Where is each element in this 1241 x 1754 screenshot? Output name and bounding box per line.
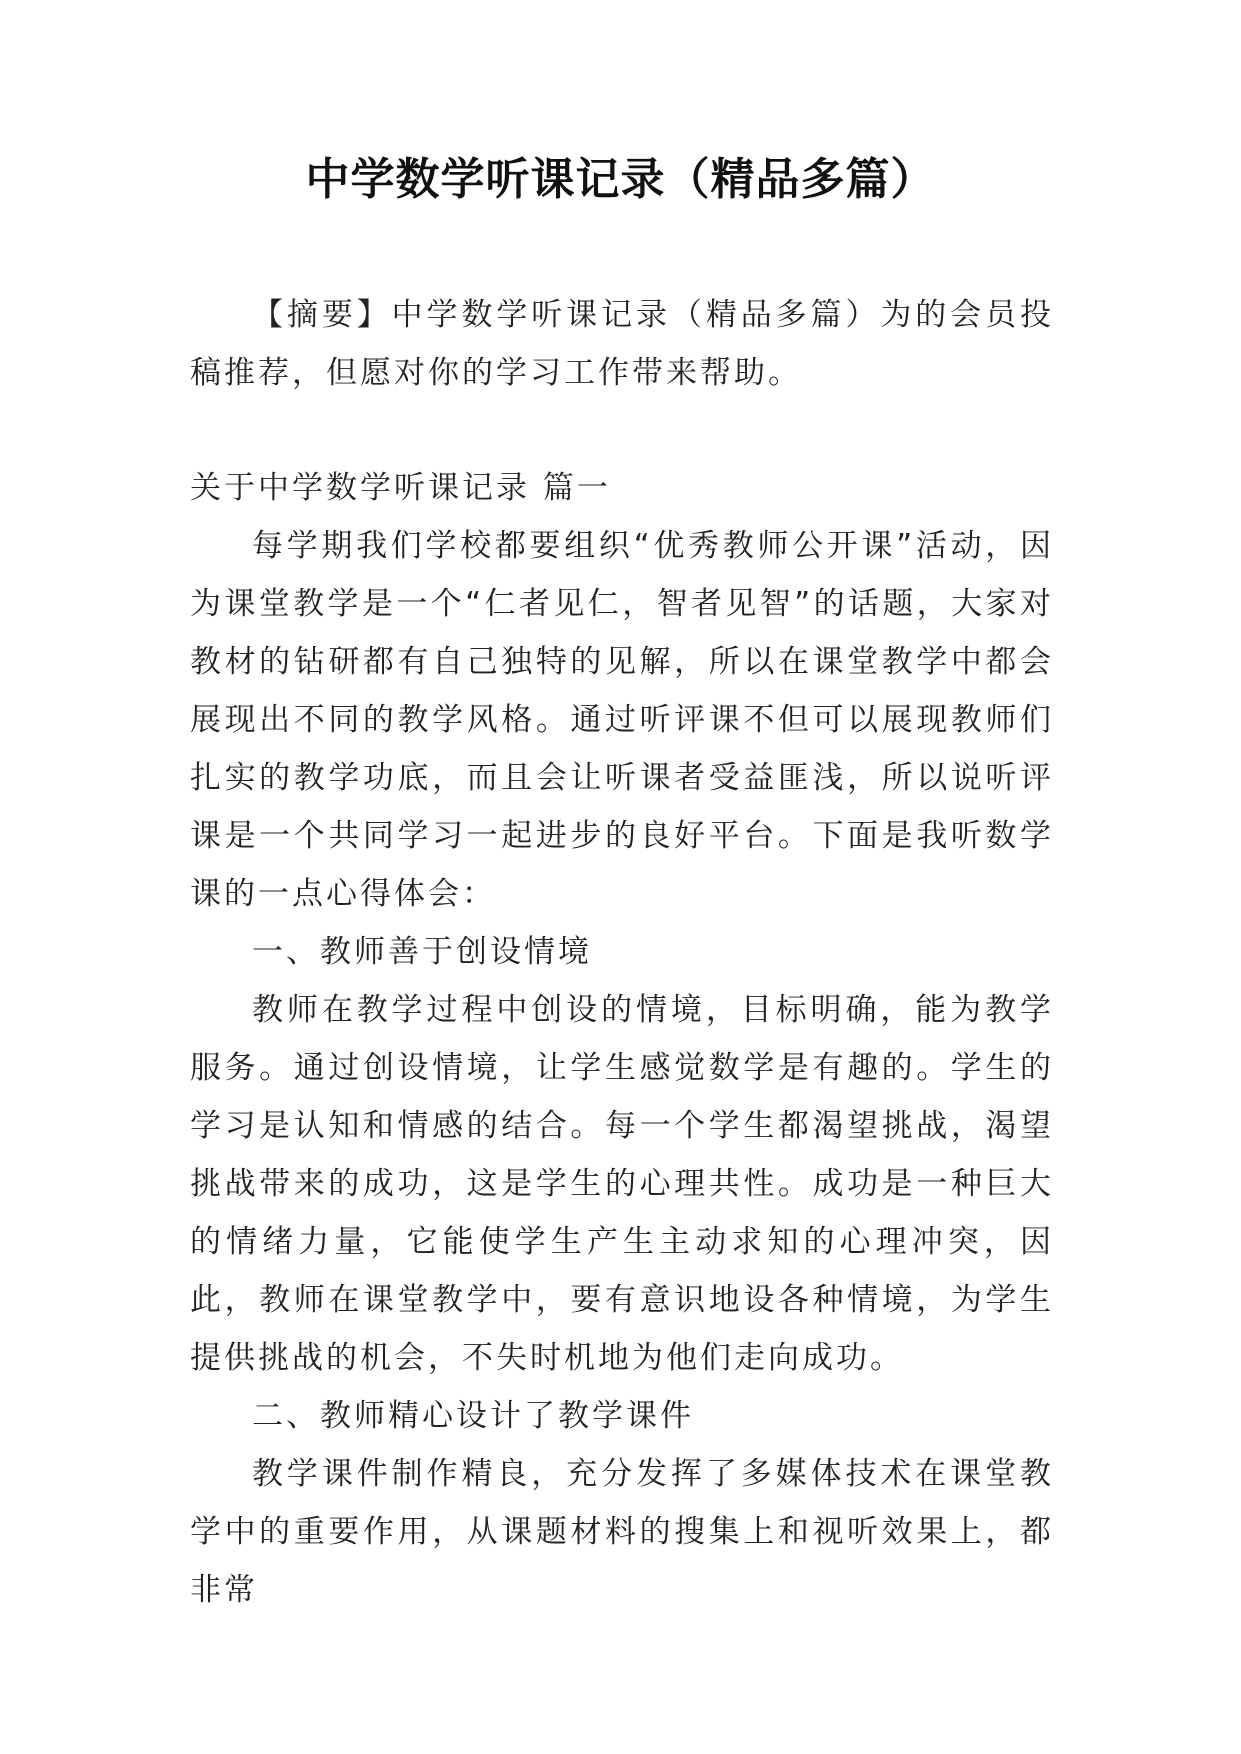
content-block	[190, 459, 1054, 1619]
paragraph: 每学期我们学校都要组织“优秀教师公开课”活动，因为课堂教学是一个“仁者见仁，智者见智”的话题，大家对教材的钻研都有自己独特的见解，所以在课堂教学中都会展现出不同的教学风格。通过听评课不但可以展现教师们扎实的教学功底，而且会让听课者受益匪浅，所以说听评课是一个共同学习一起进步的良好平台。下面是我听数学课的一点心得体会：	[190, 528, 1054, 912]
section-heading: 关于中学数学听课记录 篇一	[190, 470, 611, 506]
document-title: 中学数学听课记录（精品多篇）	[305, 154, 936, 205]
abstract-paragraph: 【摘要】中学数学听课记录（精品多篇）为的会员投稿推荐，但愿对你的学习工作带来帮助。	[190, 297, 1054, 391]
abstract-block	[190, 286, 1054, 402]
subheading: 一、教师善于创设情境	[252, 934, 592, 970]
subheading: 二、教师精心设计了教学课件	[252, 1398, 694, 1434]
paragraph: 教学课件制作精良，充分发挥了多媒体技术在课堂教学中的重要作用，从课题材料的搜集上和视听效果上，都非常	[190, 1456, 1054, 1608]
paragraph: 教师在教学过程中创设的情境，目标明确，能为教学服务。通过创设情境，让学生感觉数学是有趣的。学生的学习是认知和情感的结合。每一个学生都渴望挑战，渴望挑战带来的成功，这是学生的心理共性。成功是一种巨大的情绪力量，它能使学生产生主动求知的心理冲突，因此，教师在课堂教学中，要有意识地设各种情境，为学生提供挑战的机会，不失时机地为他们走向成功。	[190, 992, 1054, 1376]
